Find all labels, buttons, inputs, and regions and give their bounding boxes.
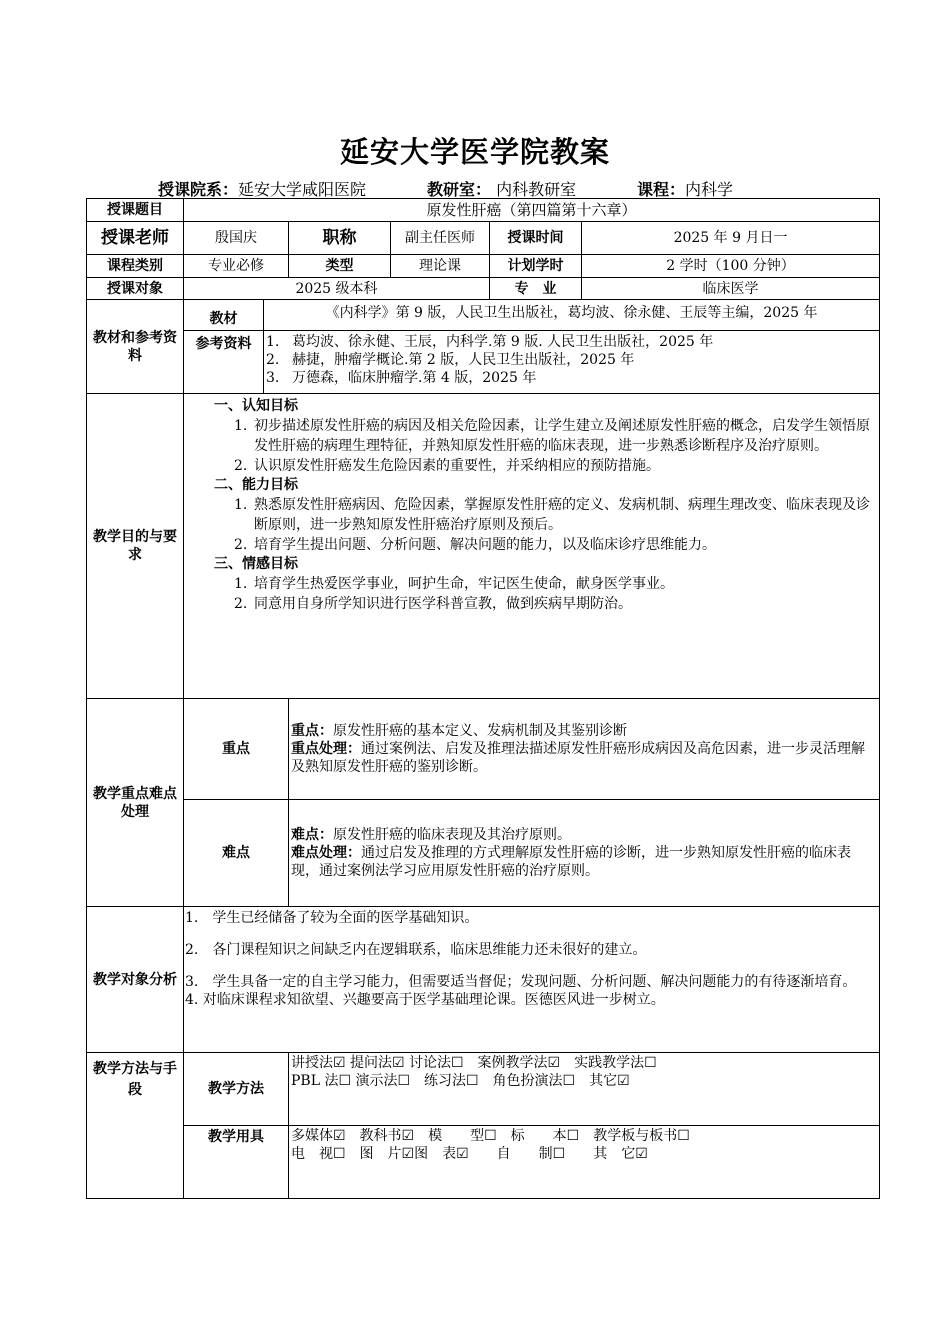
office-value: 内科教研室: [496, 180, 577, 199]
type-label: 类型: [289, 255, 391, 278]
major-value: 临床医学: [582, 278, 880, 300]
department-label: 授课院系：: [158, 180, 239, 199]
key-label: 重点: [184, 699, 289, 800]
methods-label: 教学方法与手段: [87, 1053, 184, 1199]
difficulty-row: [87, 800, 880, 907]
goal-heading: 二、能力目标: [214, 477, 298, 493]
topic-row: [87, 199, 880, 222]
keypoints-label: 教学重点难点处理: [87, 699, 184, 907]
keypoint-row: [87, 699, 880, 800]
method-line: PBL 法☐ 演示法☐ 练习法☐ 角色扮演法☐ 其它☑: [291, 1073, 630, 1089]
audience-row: [87, 278, 880, 300]
method-line: 讲授法☑ 提问法☑ 讨论法☐ 案例教学法☑ 实践教学法☐: [291, 1055, 657, 1071]
textbook-value: 《内科学》第 9 版，人民卫生出版社，葛均波、徐永健、王辰等主编，2025 年: [325, 305, 818, 321]
hours-value: 2 学时（100 分钟）: [582, 255, 880, 278]
major-label: 专 业: [490, 278, 582, 300]
course: [637, 177, 733, 200]
textbook-label: 教材: [184, 300, 264, 330]
list-item: 2. 赫捷，肿瘤学概论.第 2 版，人民卫生出版社，2025 年: [266, 352, 635, 368]
hours-label: 计划学时: [490, 255, 582, 278]
method-content: [289, 1053, 880, 1126]
list-item: 1. 学生已经储备了较为全面的医学基础知识。: [185, 910, 479, 926]
topic-label: 授课题目: [87, 199, 184, 222]
category-value: 专业必修: [184, 255, 289, 278]
audience-value: 2025 级本科: [184, 278, 490, 300]
difficulty-content: 难点：原发性肝癌的临床表现及其治疗原则。 难点处理：通过启发及推理的方式理解原发性肝癌的诊断，进一步熟知原发性肝癌的临床表现，通过案例法学习应用原发性肝癌的治疗原则。: [289, 800, 880, 907]
list-item: 2. 同意用自身所学知识进行医学科普宣教，做到疾病早期防治。: [234, 596, 632, 612]
rank-value: 副主任医师: [391, 222, 490, 255]
analysis-row: [87, 907, 880, 1053]
method-label: 教学方法: [184, 1053, 289, 1126]
goals-label: 教学目的与要求: [87, 394, 184, 699]
department-value: 延安大学咸阳医院: [238, 180, 367, 199]
difficulty-label: 难点: [184, 800, 289, 907]
key-content: 重点：原发性肝癌的基本定义、发病机制及其鉴别诊断 重点处理：通过案例法、启发及推理法描述原发性肝癌形成病因及高危因素，进一步灵活理解及熟知原发性肝癌的鉴别诊断。: [289, 699, 880, 800]
course-value: 内科学: [685, 180, 734, 199]
office-label: 教研室：: [427, 180, 492, 199]
office: [427, 177, 576, 200]
list-item: 4. 对临床课程求知欲望、兴趣要高于医学基础理论课。医德医风进一步树立。: [185, 992, 665, 1008]
analysis-label: 教学对象分析: [87, 907, 184, 1053]
type-value: 理论课: [391, 255, 490, 278]
textbook-row: [87, 300, 880, 331]
list-item: 2. 各门课程知识之间缺乏内在逻辑联系，临床思维能力还未很好的建立。: [185, 942, 647, 958]
list-item: 1. 葛均波、徐永健、王辰，内科学.第 9 版. 人民卫生出版社，2025 年: [266, 334, 714, 350]
list-item: 1. 初步描述原发性肝癌的病因及相关危险因素，让学生建立及阐述原发性肝癌的概念，启发学生领悟原发性肝癌的病理生理特征，并熟知原发性肝癌的临床表现，进一步熟悉诊断程序及治疗原则。: [234, 418, 870, 454]
reference-row: [87, 331, 880, 394]
list-item: 2. 培育学生提出问题、分析问题、解决问题的能力，以及临床诊疗思维能力。: [234, 537, 716, 553]
course-label: 课程：: [637, 180, 686, 199]
audience-label: 授课对象: [87, 278, 184, 300]
list-item: 2. 认识原发性肝癌发生危险因素的重要性，并采纳相应的预防措施。: [234, 458, 660, 474]
time-label: 授课时间: [490, 222, 582, 255]
time-value: 2025 年 9 月日一: [582, 222, 880, 255]
category-row: [87, 255, 880, 278]
teacher-row: [87, 222, 880, 255]
tool-line: 多媒体☑ 教科书☑ 模 型☐ 标 本☐ 教学板与板书☐: [291, 1128, 690, 1144]
list-item: 3. 学生具备一定的自主学习能力，但需要适当督促；发现问题、分析问题、解决问题能力的有待逐渐培育。: [185, 974, 857, 990]
list-item: 3. 万德森，临床肿瘤学.第 4 版，2025 年: [266, 370, 537, 386]
analysis-content: [184, 907, 880, 1053]
teacher-label: 授课老师: [87, 222, 184, 255]
tool-row: [87, 1126, 880, 1199]
goals-content: [184, 394, 880, 699]
goals-row: [87, 394, 880, 699]
tool-line: 电 视☐ 图 片☑图 表☑ 自 制☐ 其 它☑: [291, 1146, 648, 1162]
list-item: 1. 熟悉原发性肝癌病因、危险因素，掌握原发性肝癌的定义、发病机制、病理生理改变、临床表现及诊断原则，进一步熟知原发性肝癌治疗原则及预后。: [234, 497, 870, 533]
rank-label: 职称: [289, 222, 391, 255]
list-item: 1. 培育学生热爱医学事业，呵护生命，牢记医生使命，献身医学事业。: [234, 576, 674, 592]
category-label: 课程类别: [87, 255, 184, 278]
materials-label: 教材和参考资料: [87, 300, 184, 394]
page-title: 延安大学医学院教案: [339, 135, 610, 169]
tool-content: [289, 1126, 880, 1199]
department: [158, 177, 366, 200]
goal-heading: 一、认知目标: [214, 398, 298, 414]
goal-heading: 三、情感目标: [214, 556, 298, 572]
reference-list: [264, 331, 879, 393]
reference-label: 参考资料: [184, 331, 264, 393]
lesson-plan-table: [86, 198, 880, 1199]
topic-value: 原发性肝癌（第四篇第十六章）: [184, 199, 880, 222]
tool-label: 教学用具: [184, 1126, 289, 1199]
method-row: [87, 1053, 880, 1126]
teacher-value: 殷国庆: [184, 222, 289, 255]
